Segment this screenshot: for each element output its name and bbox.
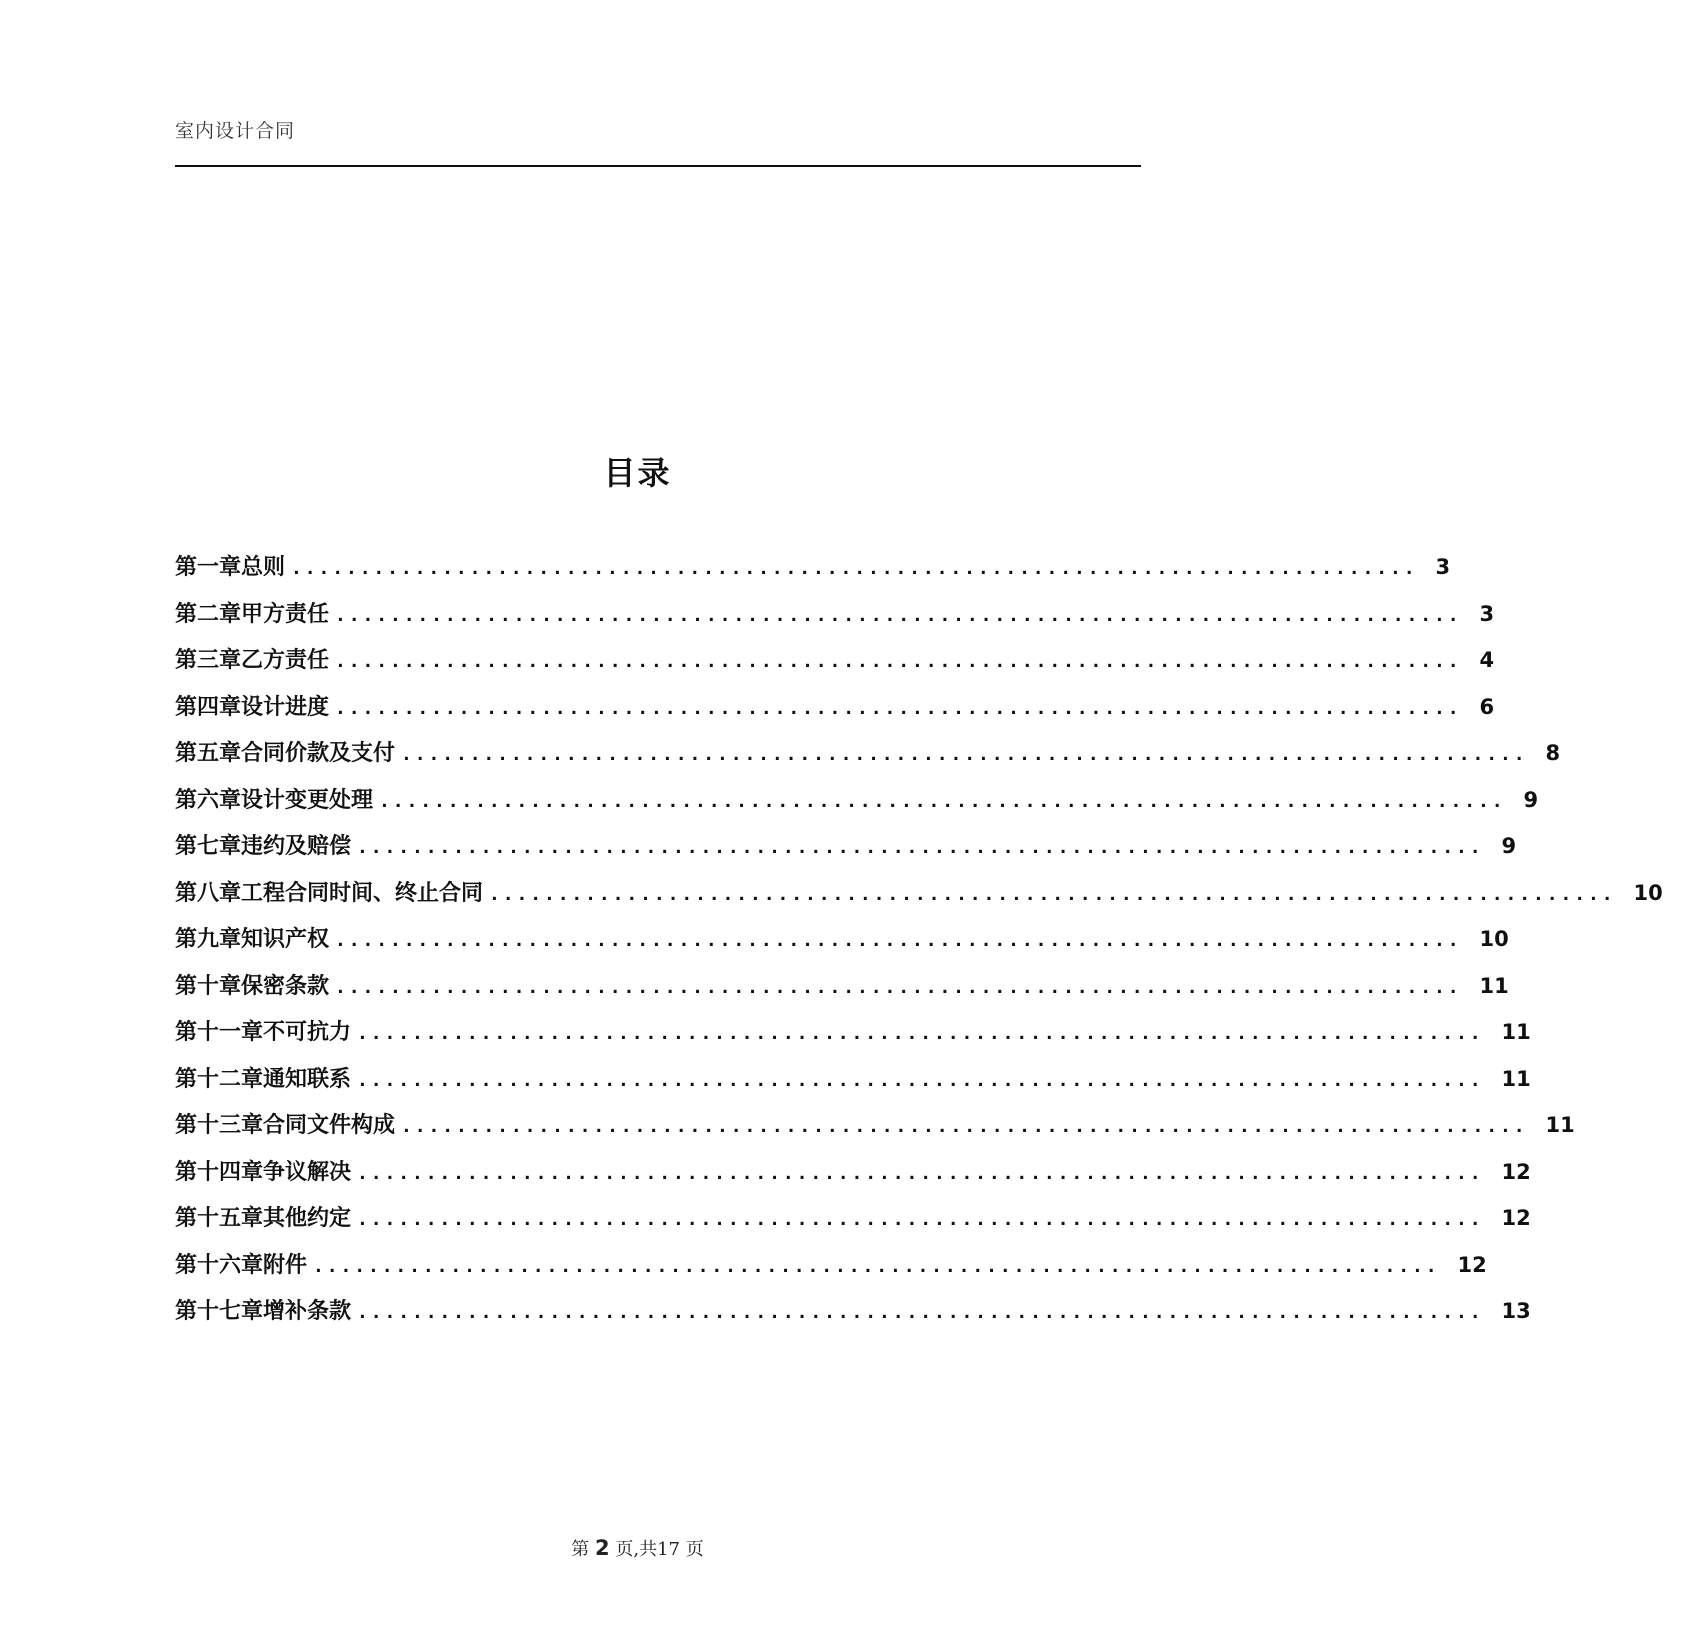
toc-entry-page: 3 xyxy=(1435,555,1451,579)
toc-dot-leader: .................................................................................. xyxy=(335,604,1462,626)
toc-entry-page: 10 xyxy=(1633,880,1663,905)
toc-entry-label: 第五章合同价款及支付 xyxy=(175,741,396,766)
toc-entry-page: 12 xyxy=(1501,1159,1531,1184)
toc-entry-label: 第四章设计进度 xyxy=(175,694,330,720)
toc-dot-leader: .................................................................................. xyxy=(357,1302,1484,1323)
toc-entry[interactable] xyxy=(175,1015,1531,1062)
toc-dot-leader: .................................................................................. xyxy=(489,883,1616,905)
toc-entry-page: 8 xyxy=(1545,741,1561,765)
document-header-title: 室内设计合同 xyxy=(175,120,296,142)
table-of-contents xyxy=(175,550,1663,1341)
toc-dot-leader: .................................................................................. xyxy=(335,976,1462,998)
toc-entry-page: 9 xyxy=(1523,787,1539,812)
toc-entry-page: 9 xyxy=(1501,834,1517,858)
toc-entry-page: 6 xyxy=(1479,694,1495,719)
toc-entry-label: 第十四章争议解决 xyxy=(175,1159,352,1185)
toc-entry-label: 第一章总则 xyxy=(175,555,286,580)
toc-entry[interactable] xyxy=(175,1062,1531,1109)
footer-current-page: 2 xyxy=(595,1536,610,1560)
toc-entry-label: 第三章乙方责任 xyxy=(175,648,330,673)
toc-dot-leader: .................................................................................. xyxy=(335,651,1462,672)
toc-entry-label: 第十章保密条款 xyxy=(175,973,330,999)
toc-dot-leader: .................................................................................. xyxy=(357,1023,1484,1044)
toc-entry[interactable] xyxy=(175,783,1539,830)
toc-entry[interactable] xyxy=(175,922,1509,969)
toc-entry[interactable] xyxy=(175,736,1561,783)
toc-entry-page: 11 xyxy=(1501,1020,1531,1044)
toc-entry[interactable] xyxy=(175,1155,1531,1202)
toc-entry[interactable] xyxy=(175,1201,1531,1248)
toc-entry[interactable] xyxy=(175,1108,1575,1155)
toc-entry-label: 第二章甲方责任 xyxy=(175,601,330,627)
toc-entry[interactable] xyxy=(175,643,1495,690)
toc-entry[interactable] xyxy=(175,1294,1531,1341)
toc-entry-page: 10 xyxy=(1479,927,1509,951)
toc-dot-leader: .................................................................................. xyxy=(357,837,1484,858)
toc-dot-leader: .................................................................................. xyxy=(401,1116,1528,1137)
toc-title: 目录 xyxy=(603,454,672,492)
toc-entry[interactable] xyxy=(175,876,1663,923)
toc-entry-page: 11 xyxy=(1545,1113,1575,1137)
toc-entry-page: 3 xyxy=(1479,601,1495,626)
toc-entry-label: 第十六章附件 xyxy=(175,1252,308,1278)
toc-entry-page: 4 xyxy=(1479,648,1495,672)
header-divider xyxy=(175,165,1141,167)
toc-dot-leader: .................................................................................. xyxy=(401,744,1528,765)
toc-dot-leader: .................................................................................. xyxy=(357,1209,1484,1230)
toc-entry-label: 第十二章通知联系 xyxy=(175,1066,352,1092)
toc-entry-page: 12 xyxy=(1457,1252,1487,1277)
toc-entry[interactable] xyxy=(175,829,1517,876)
footer-middle: 页,共 xyxy=(615,1539,658,1560)
toc-entry-label: 第六章设计变更处理 xyxy=(175,787,374,813)
toc-entry-page: 11 xyxy=(1501,1066,1531,1091)
toc-dot-leader: .................................................................................. xyxy=(335,697,1462,719)
toc-entry[interactable] xyxy=(175,969,1509,1016)
footer-suffix: 页 xyxy=(685,1539,704,1560)
footer-prefix: 第 xyxy=(571,1539,590,1560)
toc-entry-label: 第十五章其他约定 xyxy=(175,1206,352,1231)
page-footer xyxy=(0,1535,1275,1561)
toc-entry-page: 12 xyxy=(1501,1206,1531,1230)
toc-entry-label: 第八章工程合同时间、终止合同 xyxy=(175,880,484,906)
toc-entry-page: 11 xyxy=(1479,973,1509,998)
toc-dot-leader: .................................................................................. xyxy=(313,1255,1440,1277)
toc-entry-label: 第十七章增补条款 xyxy=(175,1299,352,1324)
toc-entry[interactable] xyxy=(175,690,1495,737)
toc-entry-label: 第十一章不可抗力 xyxy=(175,1020,352,1045)
toc-entry-page: 13 xyxy=(1501,1299,1531,1323)
toc-entry-label: 第九章知识产权 xyxy=(175,927,330,952)
toc-entry[interactable] xyxy=(175,597,1495,644)
toc-dot-leader: .................................................................................. xyxy=(335,930,1462,951)
toc-entry-label: 第七章违约及赔偿 xyxy=(175,834,352,859)
toc-entry[interactable] xyxy=(175,1248,1487,1295)
toc-entry[interactable] xyxy=(175,550,1451,597)
toc-entry-label: 第十三章合同文件构成 xyxy=(175,1113,396,1138)
footer-total-pages: 17 xyxy=(657,1539,680,1560)
toc-dot-leader: .................................................................................. xyxy=(291,558,1418,579)
toc-dot-leader: .................................................................................. xyxy=(379,790,1506,812)
toc-dot-leader: .................................................................................. xyxy=(357,1069,1484,1091)
toc-dot-leader: .................................................................................. xyxy=(357,1162,1484,1184)
